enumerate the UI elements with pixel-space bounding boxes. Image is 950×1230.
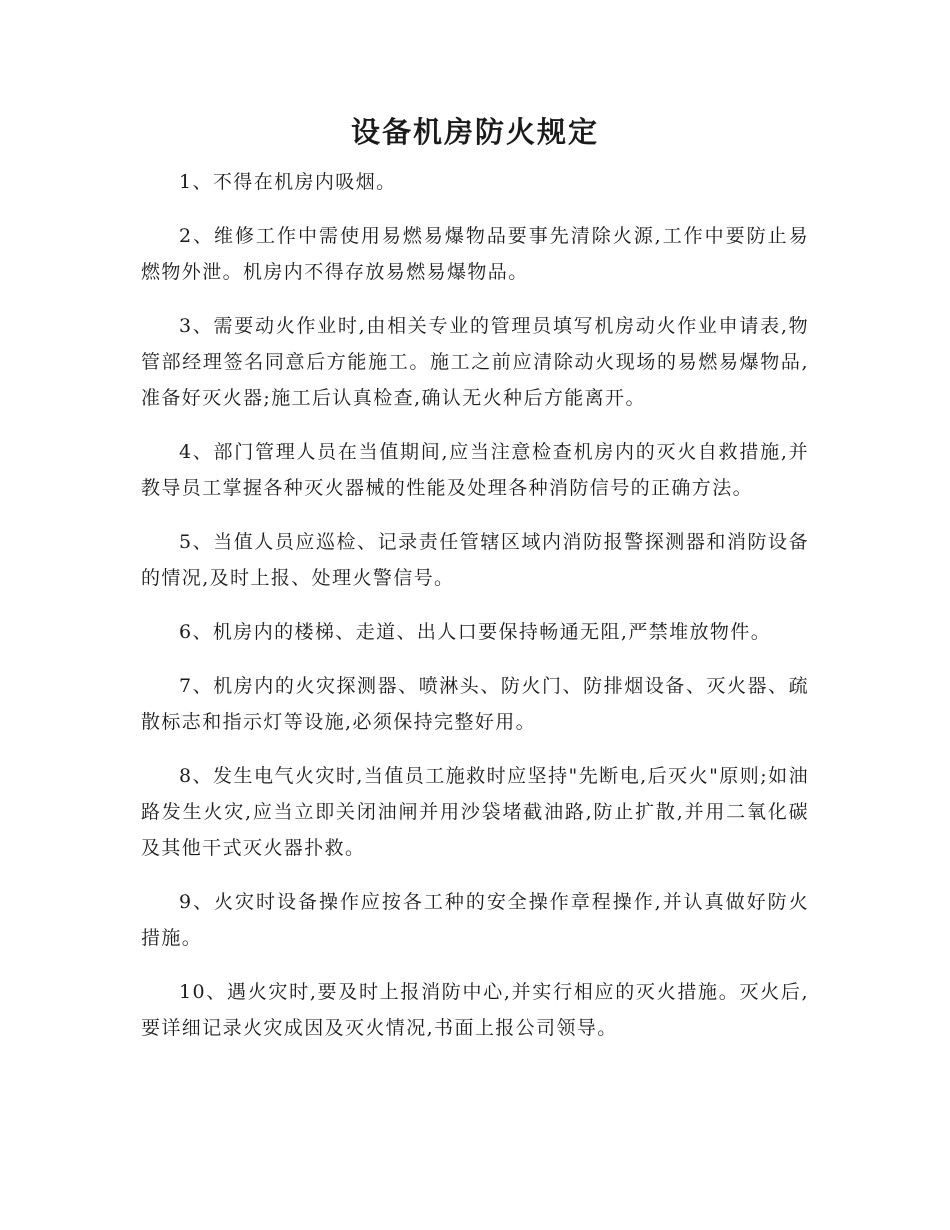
rule-paragraph-3: 3、需要动火作业时,由相关专业的管理员填写机房动火作业申请表,物管部经理签名同意后方能施工。施工之前应清除动火现场的易燃易爆物品,准备好灭火器;施工后认真检查,确认无火种后方能离开。	[141, 315, 809, 409]
rule-paragraph-4: 4、部门管理人员在当值期间,应当注意检查机房内的灭火自救措施,并教导员工掌握各种灭火器械的性能及处理各种消防信号的正确方法。	[141, 441, 809, 499]
rule-paragraph-9: 9、火灾时设备操作应按各工种的安全操作章程操作,并认真做好防火措施。	[141, 891, 809, 949]
rule-paragraph-6: 6、机房内的楼梯、走道、出人口要保持畅通无阻,严禁堆放物件。	[179, 621, 772, 643]
document-body	[141, 164, 809, 1064]
rule-paragraph-10: 10、遇火灾时,要及时上报消防中心,并实行相应的灭火措施。灭火后,要详细记录火灾成因及灭火情况,书面上报公司领导。	[141, 981, 809, 1039]
rule-paragraph-8: 8、发生电气火灾时,当值员工施救时应坚持"先断电,后灭火"原则;如油路发生火灾,应当立即关闭油闸并用沙袋堵截油路,防止扩散,并用二氧化碳及其他干式灭火器扑救。	[141, 765, 809, 859]
rule-paragraph-1: 1、不得在机房内吸烟。	[179, 171, 397, 193]
document-title: 设备机房防火规定	[350, 115, 599, 149]
rule-paragraph-2: 2、维修工作中需使用易燃易爆物品要事先清除火源,工作中要防止易燃物外泄。机房内不得存放易燃易爆物品。	[141, 225, 809, 283]
rule-paragraph-7: 7、机房内的火灾探测器、喷淋头、防火门、防排烟设备、灭火器、疏散标志和指示灯等设施,必须保持完整好用。	[141, 675, 809, 733]
rule-paragraph-5: 5、当值人员应巡检、记录责任管辖区域内消防报警探测器和消防设备的情况,及时上报、处理火警信号。	[141, 531, 809, 589]
